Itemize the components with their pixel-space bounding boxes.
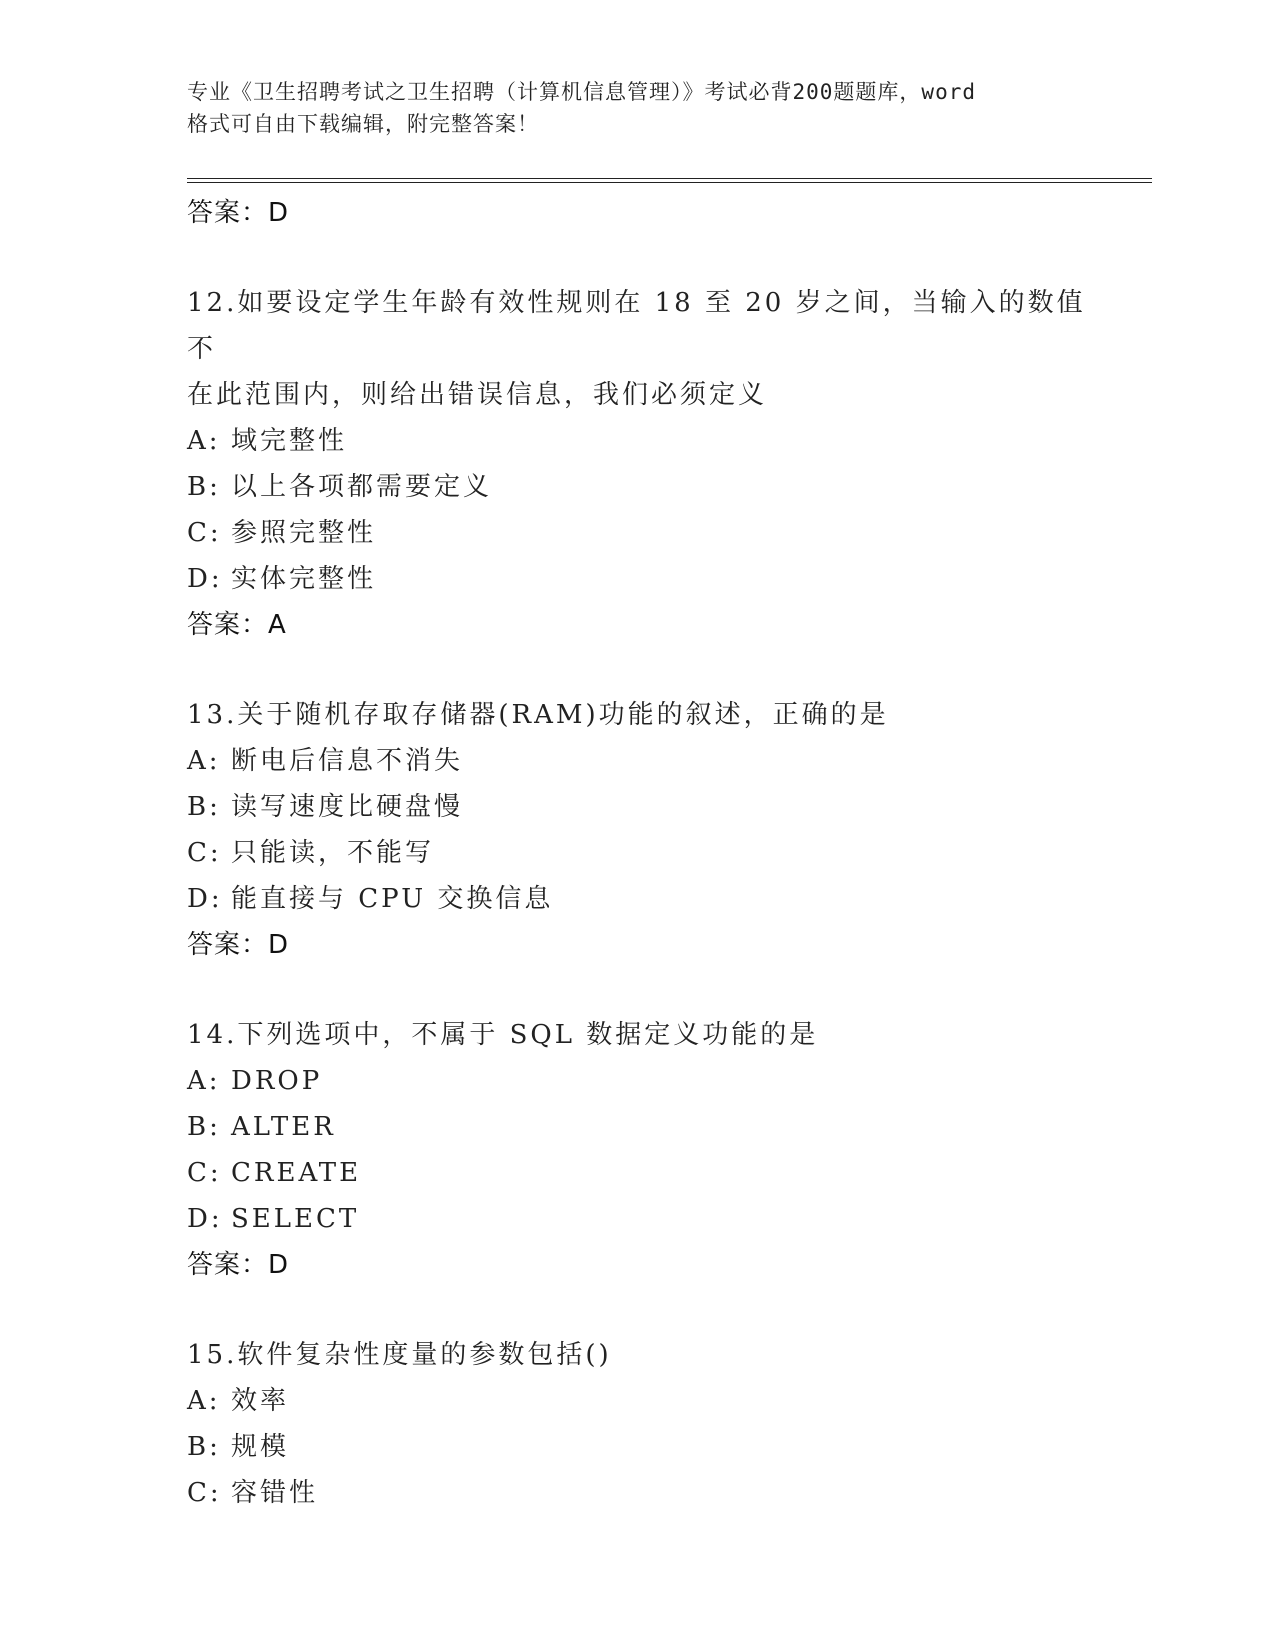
- document-header: [187, 76, 1087, 140]
- option-c: [187, 830, 1087, 876]
- option-c: [187, 1150, 1087, 1196]
- option-text: 读写速度比硬盘慢: [231, 792, 464, 822]
- question-13: [187, 692, 1087, 968]
- option-letter: C:: [187, 1478, 222, 1508]
- answer-line: 答案：A: [187, 610, 287, 640]
- option-letter: C:: [187, 838, 222, 868]
- option-text: 规模: [231, 1432, 290, 1462]
- option-letter: B:: [187, 1432, 221, 1462]
- option-letter: A:: [187, 426, 221, 456]
- option-a: [187, 1378, 1087, 1424]
- option-a: [187, 418, 1087, 464]
- option-c: [187, 510, 1087, 556]
- option-b: [187, 1424, 1087, 1470]
- option-c: [187, 1470, 1087, 1516]
- option-text: CREATE: [231, 1158, 362, 1188]
- stem-line: 14.下列选项中，不属于 SQL 数据定义功能的是: [187, 1020, 819, 1050]
- option-d: [187, 1196, 1087, 1242]
- option-letter: D:: [187, 564, 223, 594]
- option-letter: A:: [187, 746, 221, 776]
- option-text: 容错性: [231, 1478, 319, 1508]
- header-line-1: 专业《卫生招聘考试之卫生招聘（计算机信息管理）》考试必背200题题库，word: [187, 80, 976, 104]
- header-line-2: 格式可自由下载编辑，附完整答案！: [187, 112, 539, 136]
- question-stem: [187, 692, 1087, 738]
- option-letter: B:: [187, 1112, 221, 1142]
- option-a: [187, 1058, 1087, 1104]
- answer-line: 答案：D: [187, 930, 290, 960]
- question-15: [187, 1332, 1087, 1516]
- option-letter: D:: [187, 1204, 223, 1234]
- option-text: 能直接与 CPU 交换信息: [231, 884, 554, 914]
- option-text: 参照完整性: [231, 518, 377, 548]
- stem-line: 15.软件复杂性度量的参数包括(): [187, 1340, 612, 1370]
- header-rule-top: [187, 178, 1152, 179]
- question-stem: [187, 1332, 1087, 1378]
- option-text: 效率: [231, 1386, 290, 1416]
- option-text: 以上各项都需要定义: [231, 472, 493, 502]
- option-text: 域完整性: [231, 426, 348, 456]
- option-b: [187, 784, 1087, 830]
- option-text: 实体完整性: [231, 564, 377, 594]
- header-rule-bottom: [187, 182, 1152, 183]
- option-b: [187, 1104, 1087, 1150]
- option-letter: D:: [187, 884, 223, 914]
- document-body: [187, 190, 1087, 1560]
- option-text: 断电后信息不消失: [231, 746, 464, 776]
- answer-line: 答案：D: [187, 198, 290, 228]
- option-text: DROP: [231, 1066, 323, 1096]
- option-b: [187, 464, 1087, 510]
- answer-line: 答案：D: [187, 1250, 290, 1280]
- option-letter: A:: [187, 1066, 221, 1096]
- option-a: [187, 738, 1087, 784]
- option-letter: C:: [187, 518, 222, 548]
- question-14: [187, 1012, 1087, 1288]
- option-d: [187, 876, 1087, 922]
- option-d: [187, 556, 1087, 602]
- question-stem: [187, 1012, 1087, 1058]
- option-letter: B:: [187, 792, 221, 822]
- stem-line: 在此范围内，则给出错误信息，我们必须定义: [187, 380, 768, 410]
- option-text: 只能读，不能写: [231, 838, 435, 868]
- option-text: ALTER: [231, 1112, 336, 1142]
- question-stem: [187, 280, 1087, 418]
- option-letter: C:: [187, 1158, 222, 1188]
- option-text: SELECT: [231, 1204, 360, 1234]
- stem-line: 13.关于随机存取存储器(RAM)功能的叙述，正确的是: [187, 700, 889, 730]
- option-letter: B:: [187, 472, 221, 502]
- question-12: [187, 280, 1087, 648]
- option-letter: A:: [187, 1386, 221, 1416]
- stem-line: 12.如要设定学生年龄有效性规则在 18 至 20 岁之间，当输入的数值不: [187, 288, 1086, 364]
